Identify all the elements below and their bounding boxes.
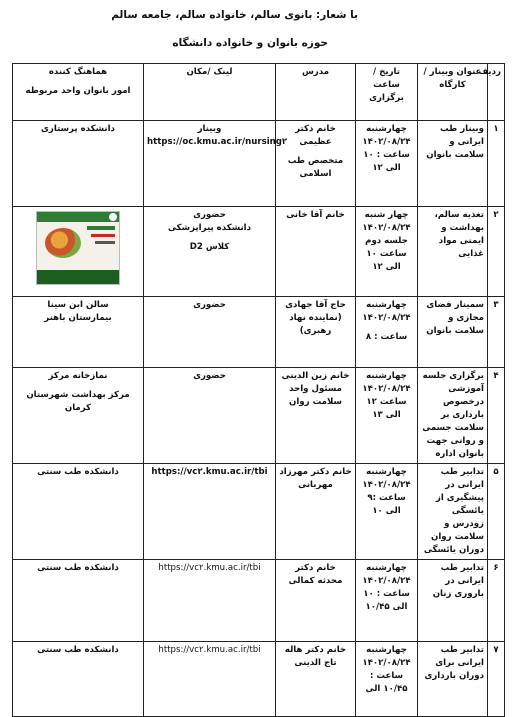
row-day: چهارشنبه xyxy=(366,371,407,381)
row-venue-place: بیمارستان باهنر xyxy=(44,313,112,323)
header-coordinator-sub: امور بانوان واحد مربوطه xyxy=(25,86,131,96)
row-teacher-name: حاج آقا جهادی xyxy=(285,300,346,310)
row-day: چهارشنبه xyxy=(366,563,407,573)
row-topic: سمینار فضای مجازی و سلامت بانوان xyxy=(418,297,488,368)
row-venue: نمازخانه مرکز xyxy=(48,371,108,381)
row-topic: تدابیر طب ایرانی در پیشگیری از یائسگی زودرس و سلامت روان دوران یائسگی xyxy=(418,464,488,560)
row-link xyxy=(144,464,276,560)
row-location: دانشکده پیراپزشکی xyxy=(167,223,252,233)
row-date-value: ۱۴۰۲/۰۸/۲۴ xyxy=(362,576,411,586)
slogan-title: با شعار: بانوی سالم، خانواده سالم، جامعه سالم xyxy=(111,9,358,21)
row-index: ۶ xyxy=(488,560,505,642)
row-link xyxy=(144,368,276,464)
table-row xyxy=(13,121,505,207)
table-header-row xyxy=(13,64,505,121)
schedule-table xyxy=(12,63,505,717)
row-coordinator xyxy=(13,297,144,368)
row-classroom: کلاس D2 xyxy=(189,242,230,252)
table-row xyxy=(13,368,505,464)
row-coordinator xyxy=(13,368,144,464)
row-coordinator: دانشکده طب سنتی xyxy=(13,642,144,717)
event-poster-image xyxy=(36,211,120,285)
row-date xyxy=(356,297,418,368)
department-subtitle: حوزه بانوان و خانواده دانشگاه xyxy=(172,37,328,49)
row-teacher xyxy=(276,207,356,297)
row-teacher-name: خانم دکتر مهرزاد xyxy=(279,467,352,477)
row-link xyxy=(144,560,276,642)
header-teacher: مدرس xyxy=(276,64,356,121)
row-date-value: ۱۴۰۲/۰۸/۲۴ xyxy=(362,137,411,147)
row-teacher-name: خانم زین الدینی xyxy=(281,371,350,381)
row-teacher-role: متخصص طب اسلامی xyxy=(287,156,344,179)
row-link-type: حضوری xyxy=(193,210,226,220)
row-coordinator: دانشکده پرستاری xyxy=(13,121,144,207)
row-time: ساعت ۱۲ الی ۱۳ xyxy=(366,397,407,420)
row-index: ۳ xyxy=(488,297,505,368)
header-date: تاریخ / ساعت برگزاری xyxy=(356,64,418,121)
row-date-value: ۱۴۰۲/۰۸/۲۴ xyxy=(362,384,411,394)
row-venue-place: مرکز بهداشت شهرستان کرمان xyxy=(26,390,130,413)
row-date xyxy=(356,368,418,464)
row-teacher-role: تاج الدینی xyxy=(294,658,337,668)
row-time: ساعت : ۱۰ الی ۱۰/۴۵ xyxy=(363,589,410,612)
table-row xyxy=(13,464,505,560)
row-time: ساعت : ۱۰ الی ۱۲ xyxy=(363,150,410,173)
row-day: چهارشنبه xyxy=(366,467,407,477)
row-date xyxy=(356,560,418,642)
row-date-value: ۱۴۰۲/۰۸/۲۴ xyxy=(362,223,411,233)
row-date-value: ۱۴۰۲/۰۸/۲۴ xyxy=(362,313,411,323)
row-teacher-name: خانم دکتر xyxy=(295,563,336,573)
row-date xyxy=(356,464,418,560)
row-teacher-role: مسئول واحد سلامت روان xyxy=(289,384,342,407)
webinar-link[interactable]: https://vc۲.kmu.ac.ir/tbi xyxy=(158,563,261,573)
row-venue: سالن ابن سینا xyxy=(47,300,109,310)
row-link xyxy=(144,121,288,207)
row-link-type: وبینار xyxy=(197,124,222,134)
row-link-type: حضوری xyxy=(193,300,226,310)
row-day: چهارشنبه xyxy=(366,645,407,655)
row-date-value: ۱۴۰۲/۰۸/۲۴ xyxy=(362,480,411,490)
row-teacher xyxy=(276,642,356,717)
row-teacher-role: محدثه کمالی xyxy=(288,576,343,586)
row-date xyxy=(356,642,418,717)
row-topic: وبینار طب ایرانی و سلامت بانوان xyxy=(418,121,488,207)
header-link: لینک /مکان xyxy=(144,64,276,121)
row-day: چهار شنبه xyxy=(364,210,409,220)
webinar-link[interactable]: https://vc۲.kmu.ac.ir/tbi xyxy=(151,467,268,477)
table-row xyxy=(13,560,505,642)
row-teacher xyxy=(276,297,356,368)
header-index: ردیف xyxy=(488,64,505,121)
row-link xyxy=(144,642,276,717)
row-session: جلسه دوم xyxy=(365,236,408,246)
row-teacher xyxy=(276,121,356,207)
row-index: ۷ xyxy=(488,642,505,717)
row-index: ۵ xyxy=(488,464,505,560)
row-topic: تدابیر طب ایرانی برای دوران بارداری xyxy=(418,642,488,717)
row-teacher xyxy=(276,368,356,464)
row-date xyxy=(356,121,418,207)
row-time: ساعت :۹ الی ۱۰ xyxy=(367,493,406,516)
row-time: ساعت ۱۰ الی ۱۲ xyxy=(366,249,407,272)
row-day: چهارشنبه xyxy=(366,124,407,134)
row-teacher-name: خانم آقا خانی xyxy=(286,210,345,220)
row-link xyxy=(144,297,276,368)
webinar-link[interactable]: https://vc۲.kmu.ac.ir/tbi xyxy=(158,645,261,655)
row-link-type: حضوری xyxy=(193,371,226,381)
row-teacher-role: (نماینده نهاد رهبری) xyxy=(289,313,342,336)
table-row xyxy=(13,297,505,368)
header-topic: عنوان وبینار / کارگاه xyxy=(418,64,488,121)
row-teacher xyxy=(276,464,356,560)
row-link xyxy=(144,207,276,297)
row-coordinator xyxy=(13,207,144,297)
row-coordinator: دانشکده طب سنتی xyxy=(13,560,144,642)
row-date xyxy=(356,207,418,297)
row-time: ساعت : ۱۰/۴۵ الی xyxy=(365,671,408,694)
university-logo-icon xyxy=(109,213,117,221)
table-row xyxy=(13,207,505,297)
header-coordinator xyxy=(13,64,144,121)
row-teacher-name: خانم دکتر عظیمی xyxy=(295,124,336,147)
header-coordinator-label: هماهنگ کننده xyxy=(48,67,108,77)
row-topic: تدابیر طب ایرانی در باروری زنان xyxy=(418,560,488,642)
row-coordinator: دانشکده طب سنتی xyxy=(13,464,144,560)
row-time: ساعت : ۸ xyxy=(365,332,408,342)
row-index: ۱ xyxy=(488,121,505,207)
row-date-value: ۱۴۰۲/۰۸/۲۴ xyxy=(362,658,411,668)
row-teacher-role: مهربانی xyxy=(298,480,333,490)
row-topic: برگزاری جلسه آموزشی درخصوص بارداری بر سلامت جسمی و روانی جهت بانوان اداره xyxy=(418,368,488,464)
row-day: چهارشنبه xyxy=(366,300,407,310)
row-index: ۲ xyxy=(488,207,505,297)
table-row xyxy=(13,642,505,717)
webinar-link[interactable]: https://oc.kmu.ac.ir/nursing۲ xyxy=(147,137,288,147)
row-teacher-name: خانم دکتر هاله xyxy=(284,645,347,655)
row-teacher xyxy=(276,560,356,642)
row-index: ۴ xyxy=(488,368,505,464)
row-topic: تغذیه سالم، بهداشت و ایمنی مواد غذایی xyxy=(418,207,488,297)
